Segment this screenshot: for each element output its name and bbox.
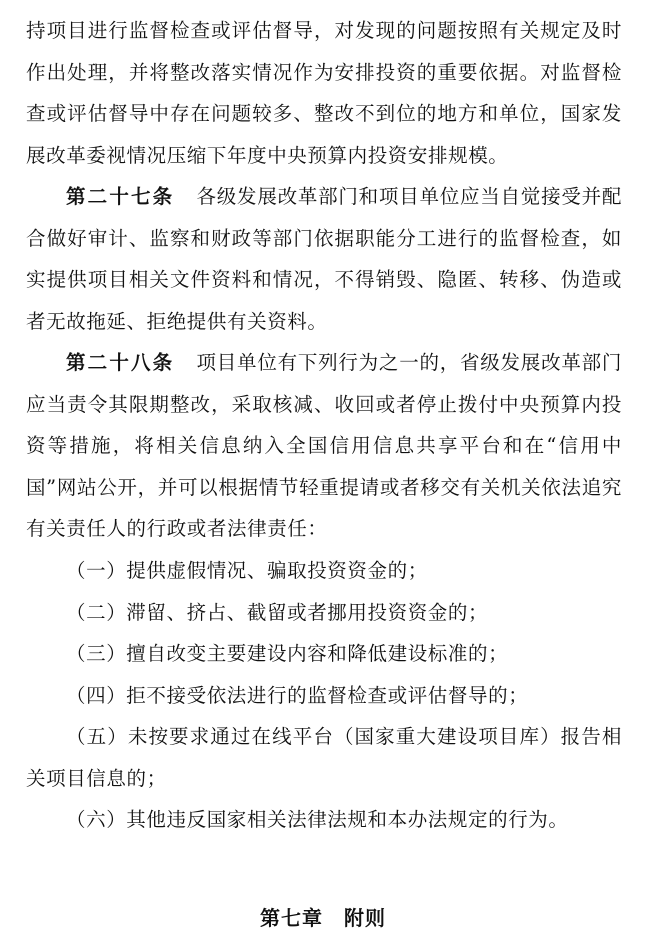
article-27-text: 各级发展改革部门和项目单位应当自觉接受并配合做好审计、监察和财政等部门依据职能分工进行的监督检查，如实提供项目相关文件资料和情况，不得销毁、隐匿、转移、伪造或者无故拖延、拒绝提供有关资料。 [26,185,622,333]
chapter-heading: 第七章 附则 [260,906,386,930]
article-27-title: 第二十七条 [66,185,175,208]
list-item-2: （二）滞留、挤占、截留或者挪用投资资金的； [66,601,489,624]
article-27 [26,176,622,342]
list-item-1: （一）提供虚假情况、骗取投资资金的； [66,559,428,582]
paragraph-continued: 持项目进行监督检查或评估督导，对发现的问题按照有关规定及时作出处理，并将整改落实情况作为安排投资的重要依据。对监督检查或评估督导中存在问题较多、整改不到位的地方和单位，国家发展改革委视情况压缩下年度中央预算内投资安排规模。 [26,19,622,167]
list-item-6: （六）其他违反国家相关法律法规和本办法规定的行为。 [66,808,569,831]
list-item-4: （四）拒不接受依法进行的监督检查或评估督导的； [66,684,529,707]
article-28 [26,342,622,550]
list-item-5: （五）未按要求通过在线平台（国家重大建设项目库）报告相关项目信息的； [26,725,622,790]
list-item-3: （三）擅自改变主要建设内容和降低建设标准的； [66,642,509,665]
article-28-text: 项目单位有下列行为之一的，省级发展改革部门应当责令其限期整改，采取核减、收回或者停止拨付中央预算内投资等措施，将相关信息纳入全国信用信息共享平台和在“信用中国”网站公开，并可以根据情节轻重提请或者移交有关机关依法追究有关责任人的行政或者法律责任： [26,351,622,540]
article-28-title: 第二十八条 [66,351,175,374]
